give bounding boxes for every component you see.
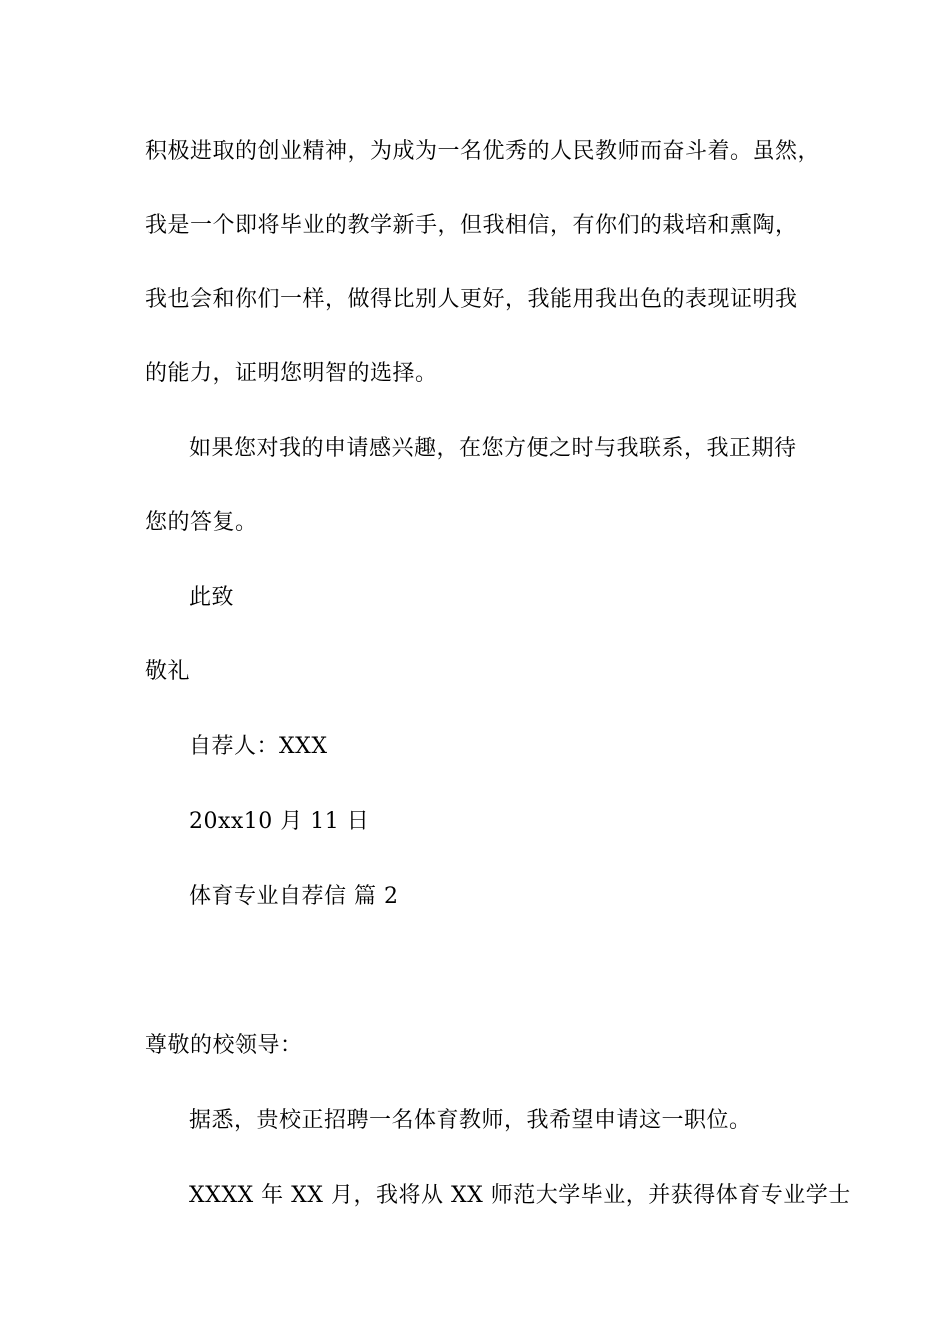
section-title: 体育专业自荐信 篇 2 [189, 884, 399, 909]
greeting-line: 尊敬的校领导： [145, 1033, 303, 1058]
paragraph-line: 如果您对我的申请感兴趣，在您方便之时与我联系，我正期待 [189, 436, 797, 461]
salutation-line: 敬礼 [145, 659, 191, 684]
paragraph-line: 我是一个即将毕业的教学新手，但我相信，有你们的栽培和熏陶， [145, 213, 798, 238]
paragraph-line: XXXX 年 XX 月，我将从 XX 师范大学毕业，并获得体育专业学士 [189, 1183, 851, 1208]
paragraph-line: 您的答复。 [145, 510, 258, 535]
closing-line: 此致 [189, 585, 235, 610]
date-line: 20xx10 月 11 日 [189, 809, 370, 834]
paragraph-line: 我也会和你们一样，做得比别人更好，我能用我出色的表现证明我 [145, 287, 798, 312]
paragraph-line: 据悉，贵校正招聘一名体育教师，我希望申请这一职位。 [189, 1108, 752, 1133]
paragraph-line: 的能力，证明您明智的选择。 [145, 361, 438, 386]
paragraph-line: 积极进取的创业精神，为成为一名优秀的人民教师而奋斗着。虽然， [145, 139, 821, 164]
signature-line: 自荐人：XXX [189, 734, 328, 759]
